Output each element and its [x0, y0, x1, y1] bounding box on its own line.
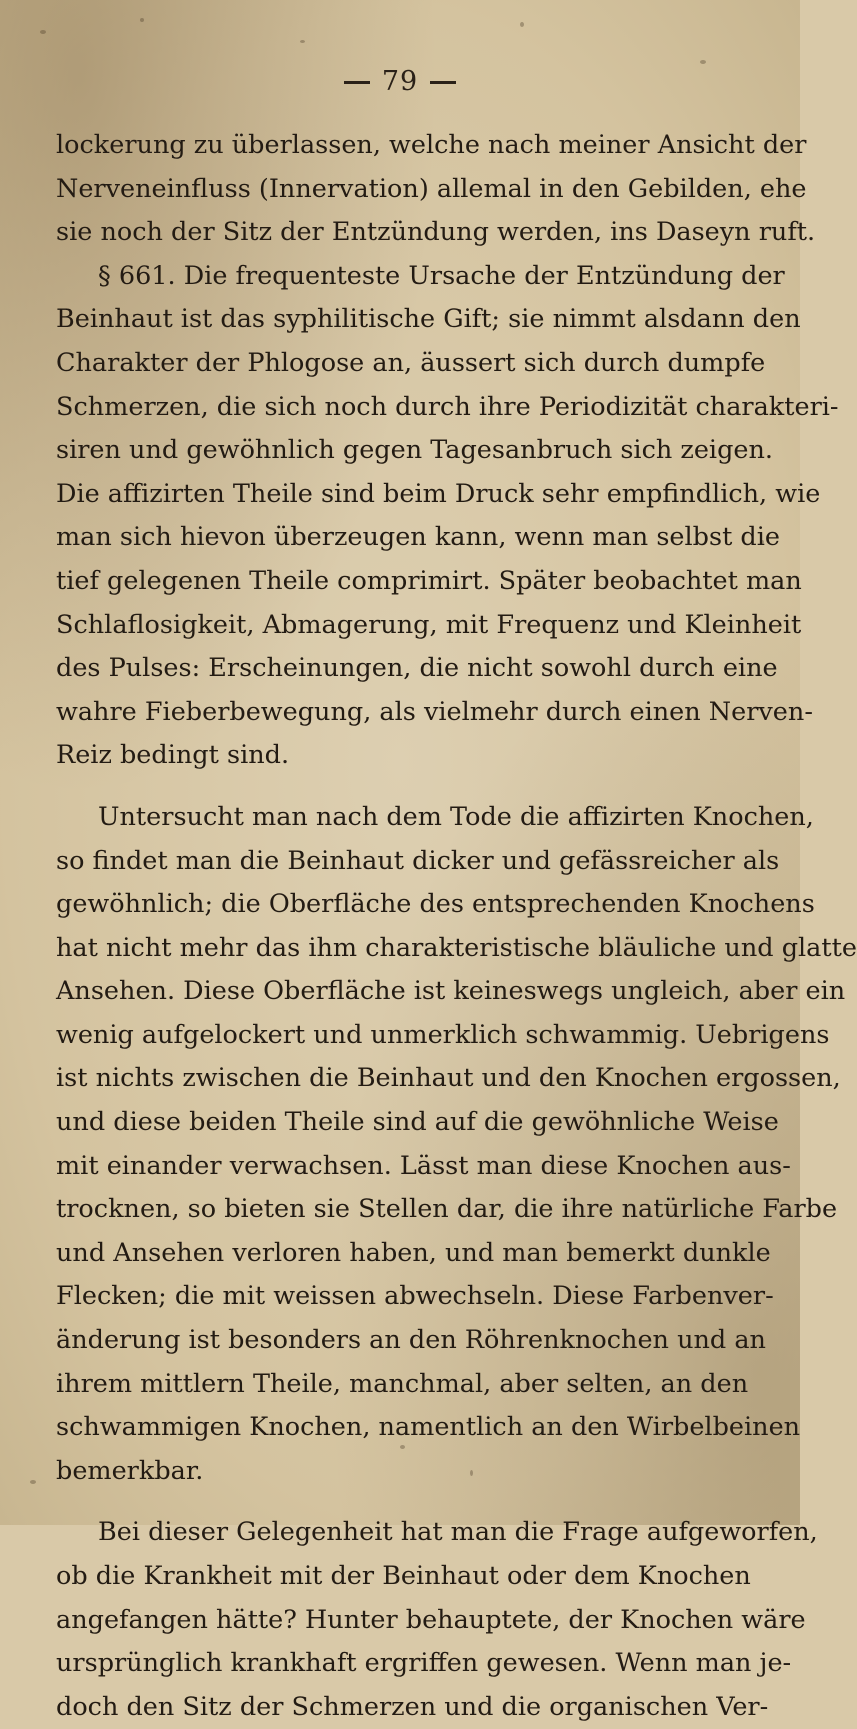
paragraph-4: [56, 1511, 818, 1729]
text-line: ursprünglich krankhaft ergriffen gewesen. Wenn man je-: [56, 1648, 792, 1679]
paper-speck: [30, 1480, 36, 1484]
text-line: angefangen hätte? Hunter behauptete, der Knochen wäre: [56, 1604, 806, 1635]
body-text: [56, 124, 857, 1729]
text-line: Nerveneinfluss (Innervation) allemal in den Gebilden, ehe: [56, 173, 807, 204]
text-line: tief gelegenen Theile comprimirt. Später beobachtet man: [56, 565, 802, 596]
text-line: Schlaflosigkeit, Abmagerung, mit Frequenz und Kleinheit: [56, 609, 802, 640]
text-line: gewöhnlich; die Oberfläche des entsprechenden Knochens: [56, 889, 815, 920]
paper-speck: [700, 60, 706, 64]
text-line: Untersucht man nach dem Tode die affizirten Knochen,: [98, 801, 814, 832]
paragraph-1: [56, 124, 816, 255]
page-number: 79: [381, 66, 419, 97]
text-line: sie noch der Sitz der Entzündung werden, ins Daseyn ruft.: [56, 217, 816, 248]
text-line: Beinhaut ist das syphilitische Gift; sie nimmt alsdann den: [56, 304, 801, 335]
paper-speck: [40, 30, 46, 34]
text-line: Flecken; die mit weissen abwechseln. Diese Farbenver-: [56, 1281, 774, 1312]
page-number-header: [0, 66, 800, 97]
text-line: mit einander verwachsen. Lässt man diese Knochen aus-: [56, 1150, 791, 1181]
text-line: Ansehen. Diese Oberfläche ist keineswegs ungleich, aber ein: [56, 976, 846, 1007]
text-line: hat nicht mehr das ihm charakteristische bläuliche und glatte: [56, 932, 857, 963]
header-dash-left: [344, 81, 370, 84]
text-line: Charakter der Phlogose an, äussert sich durch dumpfe: [56, 347, 766, 378]
text-line: so findet man die Beinhaut dicker und gefässreicher als: [56, 845, 780, 876]
paragraph-gap: [56, 1493, 746, 1511]
text-line: und Ansehen verloren haben, und man bemerkt dunkle: [56, 1237, 771, 1268]
header-dash-right: [430, 81, 456, 84]
text-line: man sich hievon überzeugen kann, wenn man selbst die: [56, 522, 780, 553]
text-line: ist nichts zwischen die Beinhaut und den Knochen ergossen,: [56, 1063, 841, 1094]
paragraph-3: [56, 796, 857, 1494]
text-line: ihrem mittlern Theile, manchmal, aber selten, an den: [56, 1368, 749, 1399]
text-line: Schmerzen, die sich noch durch ihre Periodizität charakteri-: [56, 391, 839, 422]
text-line: Bei dieser Gelegenheit hat man die Frage aufgeworfen,: [98, 1517, 818, 1548]
text-line: bemerkbar.: [56, 1455, 204, 1486]
paper-speck: [140, 18, 144, 22]
text-line: änderung ist besonders an den Röhrenknochen und an: [56, 1325, 766, 1356]
text-line: und diese beiden Theile sind auf die gewöhnliche Weise: [56, 1107, 779, 1138]
text-line: ob die Krankheit mit der Beinhaut oder dem Knochen: [56, 1561, 751, 1591]
text-line: lockerung zu überlassen, welche nach meiner Ansicht der: [56, 130, 807, 160]
text-line: doch den Sitz der Schmerzen und die organischen Ver-: [56, 1691, 769, 1722]
paragraph-gap: [56, 778, 746, 796]
paper-speck: [300, 40, 305, 43]
text-line: des Pulses: Erscheinungen, die nicht sowohl durch eine: [56, 653, 778, 684]
text-line: siren und gewöhnlich gegen Tagesanbruch sich zeigen.: [56, 435, 774, 466]
text-line: wenig aufgelockert und unmerklich schwammig. Uebrigens: [56, 1019, 830, 1050]
text-line: trocknen, so bieten sie Stellen dar, die ihre natürliche Farbe: [56, 1194, 838, 1225]
text-line: Reiz bedingt sind.: [56, 740, 290, 771]
paper-speck: [520, 22, 524, 27]
text-line: § 661. Die frequenteste Ursache der Entzündung der: [98, 260, 785, 291]
text-line: schwammigen Knochen, namentlich an den Wirbelbeinen: [56, 1412, 801, 1443]
text-line: wahre Fieberbewegung, als vielmehr durch einen Nerven-: [56, 696, 813, 727]
paragraph-2: [56, 255, 839, 778]
text-line: Die affizirten Theile sind beim Druck sehr empfindlich, wie: [56, 478, 821, 509]
